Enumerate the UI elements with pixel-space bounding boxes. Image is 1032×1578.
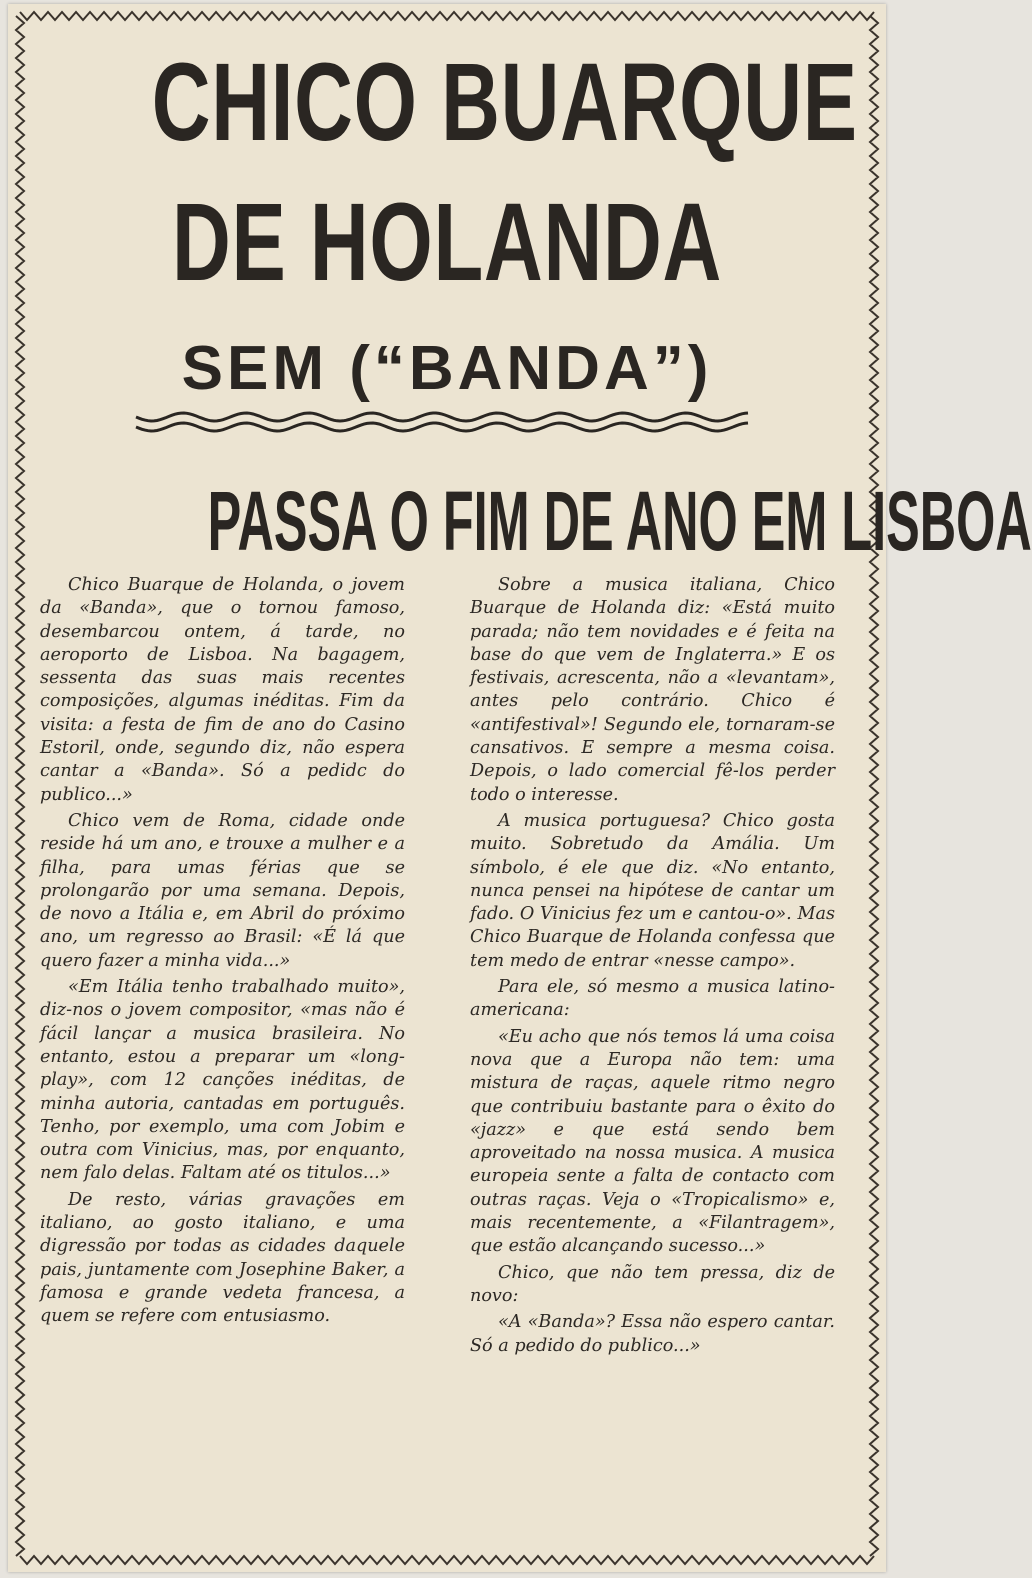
article-column-right bbox=[470, 574, 835, 1361]
article-paragraph: «A «Banda»? Essa não espero cantar. Só a pedido do publico...» bbox=[470, 1312, 835, 1356]
headline-secondary: PASSA O FIM DE ANO EM LISBOA bbox=[207, 474, 1032, 568]
newspaper-clipping bbox=[8, 4, 1032, 1572]
headline-line-2: DE HOLANDA bbox=[171, 181, 723, 304]
headline-subtitle: SEM (“BANDA”) bbox=[181, 334, 713, 403]
article-paragraph: «Em Itália tenho trabalhado muito», diz-nos o jovem compositor, «mas não é fácil lançar a musica brasileira. No entanto, estou a preparar um «long-play», com 12 canções inéditas, de minha autoria, cantadas em português. Tenho, por exemplo, uma com Jobim e outra com Vinicius, mas, por enquanto, nem falo delas. Faltam até os titulos...» bbox=[40, 977, 405, 1184]
article-column-left bbox=[40, 574, 405, 1332]
article-paragraph: Sobre a musica italiana, Chico Buarque de Holanda diz: «Está muito parada; não tem novidades e é feita na base do que vem de Inglaterra.» E os festivais, acrescenta, não a «levantam», antes pelo contrário. Chico é «antifestival»! Segundo ele, tornaram-se cansativos. E sempre a mesma coisa. Depois, o lado comercial fê-los perder todo o interesse. bbox=[470, 575, 835, 805]
article-paragraph: De resto, várias gravações em italiano, ao gosto italiano, e uma digressão por todas as cidades daquele pais, juntamente com Josephine Baker, a famosa e grande vedeta francesa, a quem se refere com entusiasmo. bbox=[40, 1189, 405, 1327]
headline-line-1: CHICO BUARQUE bbox=[151, 41, 858, 164]
article-paragraph: Chico Buarque de Holanda, o jovem da «Banda», que o tornou famoso, desembarcou ontem, á tarde, no aeroporto de Lisboa. Na bagagem, sessenta das suas mais recentes composições, algumas inéditas. Fim da visita: a festa de fim de ano do Casino Estoril, onde, segundo diz, não espera cantar a «Banda». Só a pedidc do publico...» bbox=[40, 575, 405, 805]
article-paragraph: Chico, que não tem pressa, diz de novo: bbox=[470, 1262, 835, 1306]
article-paragraph: Para ele, só mesmo a musica latino-americana: bbox=[470, 977, 835, 1021]
article-paragraph: Chico vem de Roma, cidade onde reside há um ano, e trouxe a mulher e a filha, para umas férias que se prolongarão por uma semana. Depois, de novo a Itália e, em Abril do próximo ano, um regresso ao Brasil: «É lá que quero fazer a minha vida...» bbox=[40, 810, 405, 971]
wavy-divider bbox=[136, 408, 756, 438]
article-paragraph: «Eu acho que nós temos lá uma coisa nova que a Europa não tem: uma mistura de raças, aquele ritmo negro que contribuiu bastante para o êxito do «jazz» e que está sendo bem aproveitado na nossa musica. A musica europeia sente a falta de contacto com outras raças. Veja o «Tropicalismo» e, mais recentemente, a «Filantragem», que estão alcançando sucesso...» bbox=[470, 1026, 835, 1257]
article-paragraph: A musica portuguesa? Chico gosta muito. Sobretudo da Amália. Um símbolo, é ele que diz. «No entanto, nunca pensei na hipótese de cantar um fado. O Vinicius fez um e cantou-o». Mas Chico Buarque de Holanda confessa que tem medo de entrar «nesse campo». bbox=[470, 810, 835, 971]
